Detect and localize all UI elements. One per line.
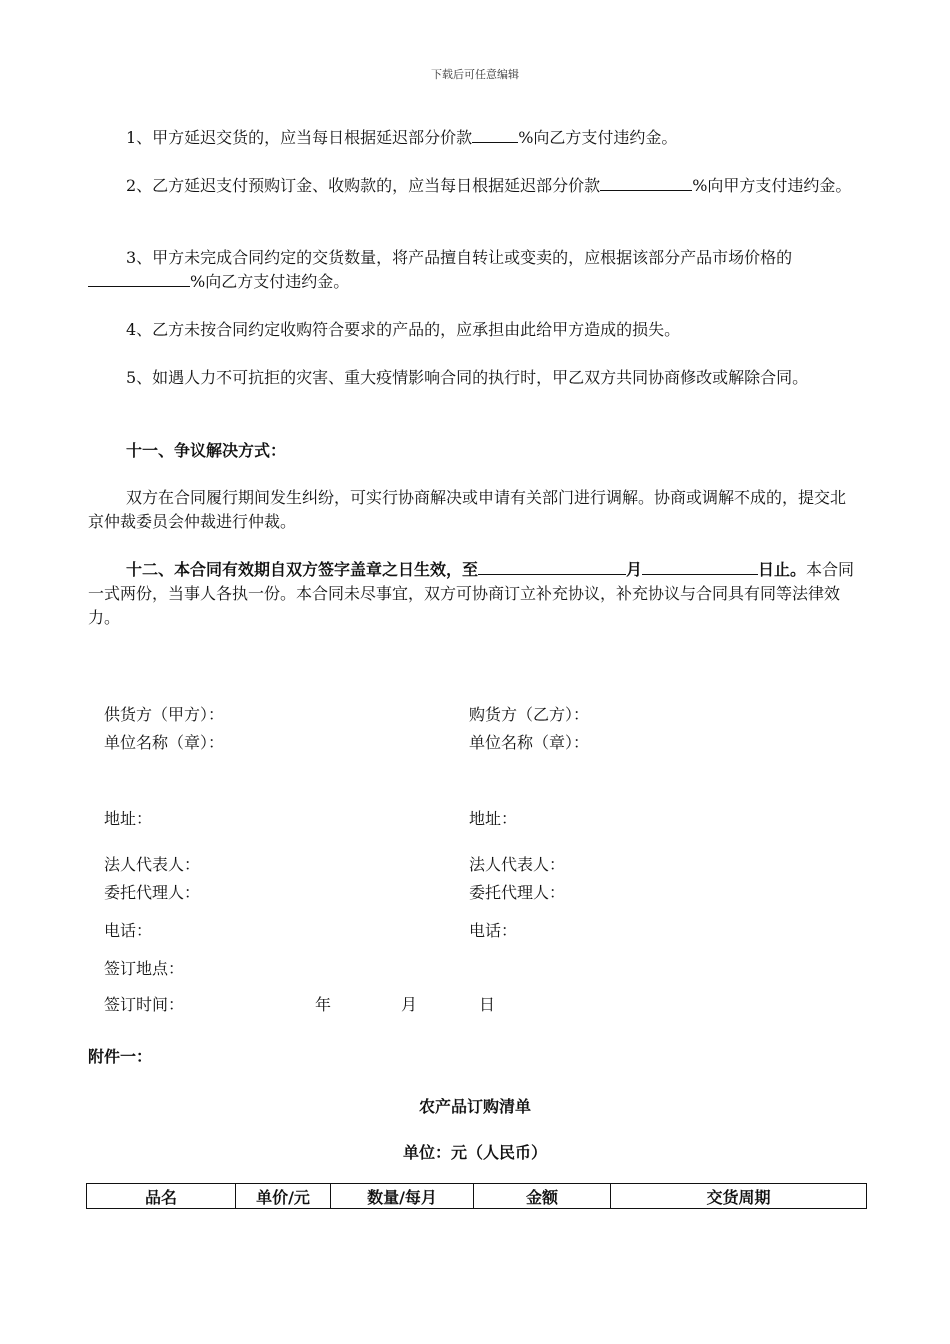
- buyer-label: 购货方（乙方）：: [469, 705, 590, 724]
- supplier-phone: 电话：: [104, 921, 153, 940]
- attachment-unit: 单位：元（人民币）: [402, 1143, 547, 1162]
- blank-line: [600, 175, 692, 191]
- table-header-row: [87, 1184, 867, 1209]
- attachment-title: 农产品订购清单: [418, 1097, 531, 1116]
- sign-year: 年: [315, 995, 332, 1014]
- sign-place: 签订地点：: [104, 959, 185, 978]
- supplier-legal-rep: 法人代表人：: [104, 855, 201, 874]
- section-11-body: 双方在合同履行期间发生纠纷，可实行协商解决或申请有关部门进行调解。协商或调解不成的，提交北京仲裁委员会仲裁进行仲裁。: [88, 488, 847, 531]
- blank-line: [642, 559, 758, 575]
- attachment-label: 附件一：: [88, 1047, 153, 1066]
- blank-line: [472, 127, 518, 143]
- supplier-address: 地址：: [104, 809, 153, 828]
- order-table: [86, 1183, 867, 1209]
- clause-5: 5、如遇人力不可抗拒的灾害、重大疫情影响合同的执行时，甲乙双方共同协商修改或解除合同。: [126, 368, 809, 387]
- section-12: 十二、本合同有效期自双方签字盖章之日生效，至 月 日止。本合同一式两份，当事人各执一份。本合同未尽事宜，双方可协商订立补充协议，补充协议与合同具有同等法律效力。: [88, 560, 855, 627]
- supplier-label: 供货方（甲方）：: [104, 705, 225, 724]
- buyer-address: 地址：: [469, 809, 518, 828]
- sign-time: 签订时间：: [104, 995, 185, 1014]
- clause-3: 3、甲方未完成合同约定的交货数量，将产品擅自转让或变卖的，应根据该部分产品市场价格的%向乙方支付违约金。: [88, 246, 858, 294]
- buyer-unit-name: 单位名称（章）：: [469, 733, 590, 752]
- supplier-agent: 委托代理人：: [104, 883, 201, 902]
- clause-2: 2、乙方延迟支付预购订金、收购款的，应当每日根据延迟部分价款 %向甲方支付违约金。: [126, 176, 852, 195]
- column-header-quantity: 数量/每月: [331, 1184, 474, 1209]
- column-header-amount: 金额: [474, 1184, 611, 1209]
- blank-line: [478, 559, 626, 575]
- column-header-delivery-cycle: 交货周期: [611, 1184, 867, 1209]
- clause-4: 4、乙方未按合同约定收购符合要求的产品的，应承担由此给甲方造成的损失。: [126, 320, 681, 339]
- section-11-title: 十一、争议解决方式：: [126, 441, 287, 460]
- supplier-unit-name: 单位名称（章）：: [104, 733, 225, 752]
- column-header-unit-price: 单价/元: [236, 1184, 331, 1209]
- sign-day: 日: [479, 995, 496, 1014]
- buyer-legal-rep: 法人代表人：: [469, 855, 566, 874]
- column-header-name: 品名: [87, 1184, 236, 1209]
- buyer-phone: 电话：: [469, 921, 518, 940]
- sign-month: 月: [401, 995, 418, 1014]
- buyer-agent: 委托代理人：: [469, 883, 566, 902]
- page-header: 下载后可任意编辑: [431, 68, 519, 81]
- clause-1: 1、甲方延迟交货的，应当每日根据延迟部分价款 %向乙方支付违约金。: [126, 128, 678, 147]
- blank-line: [88, 271, 190, 287]
